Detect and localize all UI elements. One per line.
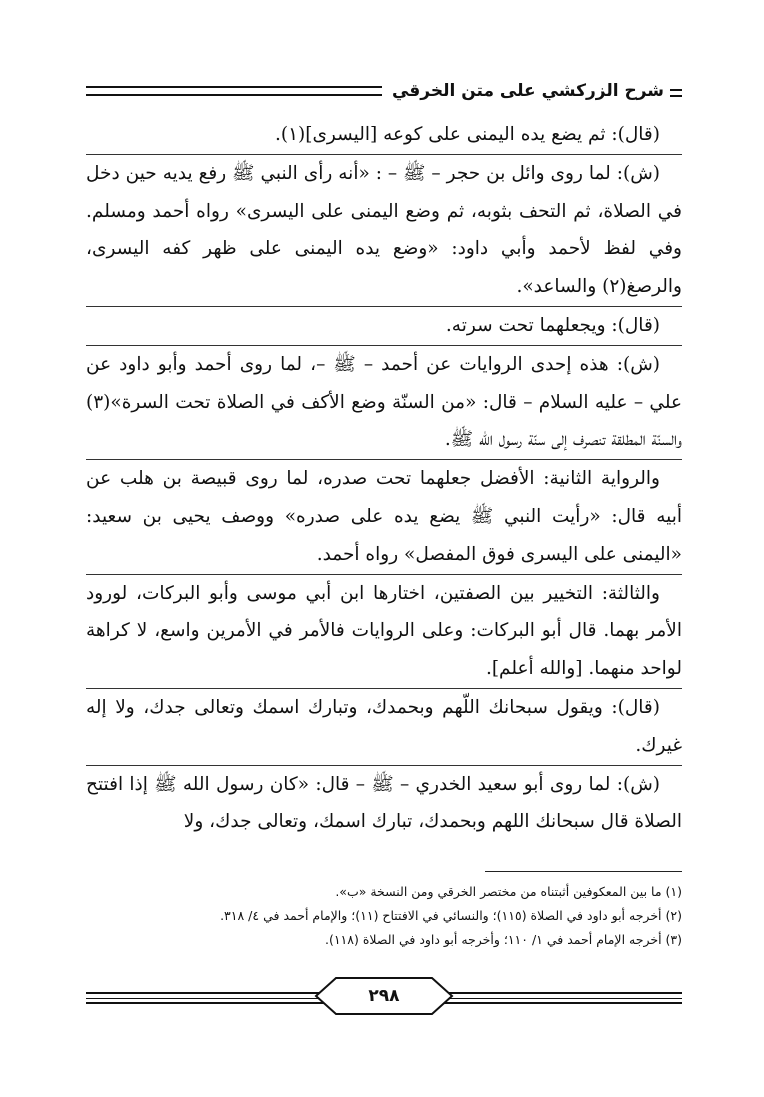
- paragraph-1: (قال): ثم يضع يده اليمنى على كوعه [اليسرى](١).: [274, 124, 660, 145]
- paragraph-6: والثالثة: التخيير بين الصفتين، اختارها ابن أبي موسى وأبو البركات، لورود الأمر بهما. قال أبو البركات: وعلى الروايات فالأمر في الأمرين واسع، لا كراهة لواحد منهما. [والله أعلم].: [86, 582, 682, 680]
- running-header: [86, 80, 682, 102]
- paragraph-3: (قال): ويجعلهما تحت سرته.: [445, 314, 660, 336]
- paragraph-5: والرواية الثانية: الأفضل جعلهما تحت صدره، لما روى قبيصة بن هلب عن أبيه قال: «رأيت النبي ﷺ يضع يده على صدره» ووصف يحيى بن سعيد: «اليمنى على اليسرى فوق المفصل» رواه أحمد.: [86, 468, 682, 565]
- footnotes: [86, 880, 682, 952]
- page-number: ٢٩٨: [368, 986, 400, 1006]
- footnote-rule: [485, 871, 682, 872]
- paragraph-2: (ش): لما روى وائل بن حجر – ﷺ – : «أنه رأى النبي ﷺ رفع يديه حين دخل في الصلاة، ثم التحف بثوبه، ثم وضع اليمنى على اليسرى» رواه أحمد ومسلم. وفي لفظ لأحمد وأبي داود: «وضع يده اليمنى على ظهر كفه اليسرى، والرصغ(٢) والساعد».: [86, 162, 682, 298]
- footnote-2: (٢) أخرجه أبو داود في الصلاة (١١٥)؛ والنسائي في الافتتاح (١١)؛ والإمام أحمد في ٤/ ٣١٨.: [220, 908, 682, 923]
- paragraph-7: (قال): ويقول سبحانك اللّهم وبحمدك، وتبارك اسمك وتعالى جدك، ولا إله غيرك.: [86, 696, 682, 756]
- paragraph-4: (ش): هذه إحدى الروايات عن أحمد – ﷺ –، لما روى أحمد وأبو داود عن علي – عليه السلام – قال: «من السنّة وضع الأكف في الصلاة تحت السرة»(٣) والسنّة المطلقة تنصرف إلى سنّة رسول الله ﷺ.: [86, 353, 682, 451]
- footnote-3: (٣) أخرجه الإمام أحمد في ١/ ١١٠؛ وأخرجه أبو داود في الصلاة (١١٨).: [324, 932, 682, 947]
- paragraph-8: (ش): لما روى أبو سعيد الخدري – ﷺ – قال: «كان رسول الله ﷺ إذا افتتح الصلاة قال سبحانك اللهم وبحمدك، تبارك اسمك، وتعالى جدك، ولا: [86, 773, 682, 833]
- header-dash: [670, 89, 682, 97]
- footnote-1: (١) ما بين المعكوفين أثبتناه من مختصر الخرقي ومن النسخة «ب».: [335, 884, 682, 899]
- header-title: شرح الزركشي على متن الخرقي: [382, 80, 664, 102]
- body-text: [86, 116, 682, 841]
- page-number-ornament: [86, 975, 682, 1019]
